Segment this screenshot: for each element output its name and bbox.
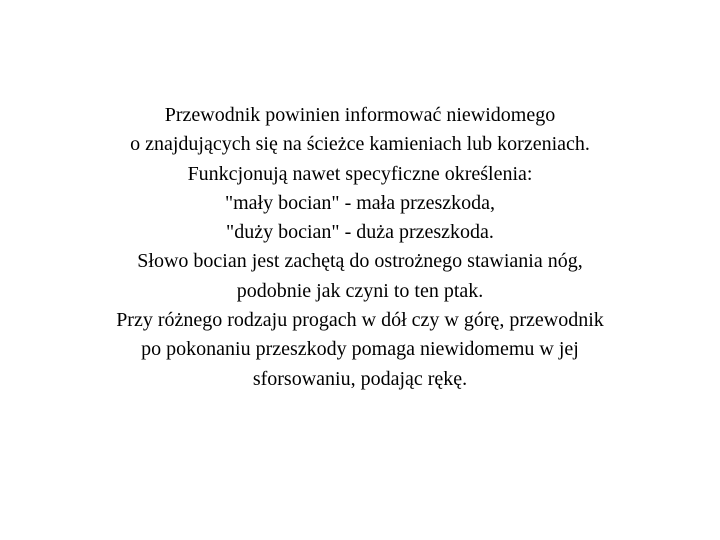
text-line: "duży bocian" - duża przeszkoda. [226, 221, 494, 244]
text-line: Słowo bocian jest zachętą do ostrożnego stawiania nóg, [137, 250, 583, 273]
text-line: Funkcjonują nawet specyficzne określenia: [187, 162, 533, 185]
text-line: Przy różnego rodzaju progach w dół czy w górę, przewodnik [116, 309, 604, 332]
slide-text-block [0, 101, 720, 394]
text-line: Przewodnik powinien informować niewidomego [164, 104, 556, 126]
text-line: podobnie jak czyni to ten ptak. [236, 279, 484, 302]
text-line: "mały bocian" - mała przeszkoda, [224, 191, 496, 214]
text-line: o znajdujących się na ścieżce kamieniach lub korzeniach. [130, 133, 590, 156]
text-line: po pokonaniu przeszkody pomaga niewidomemu w jej [141, 338, 579, 361]
text-line: sforsowaniu, podając rękę. [252, 367, 468, 390]
